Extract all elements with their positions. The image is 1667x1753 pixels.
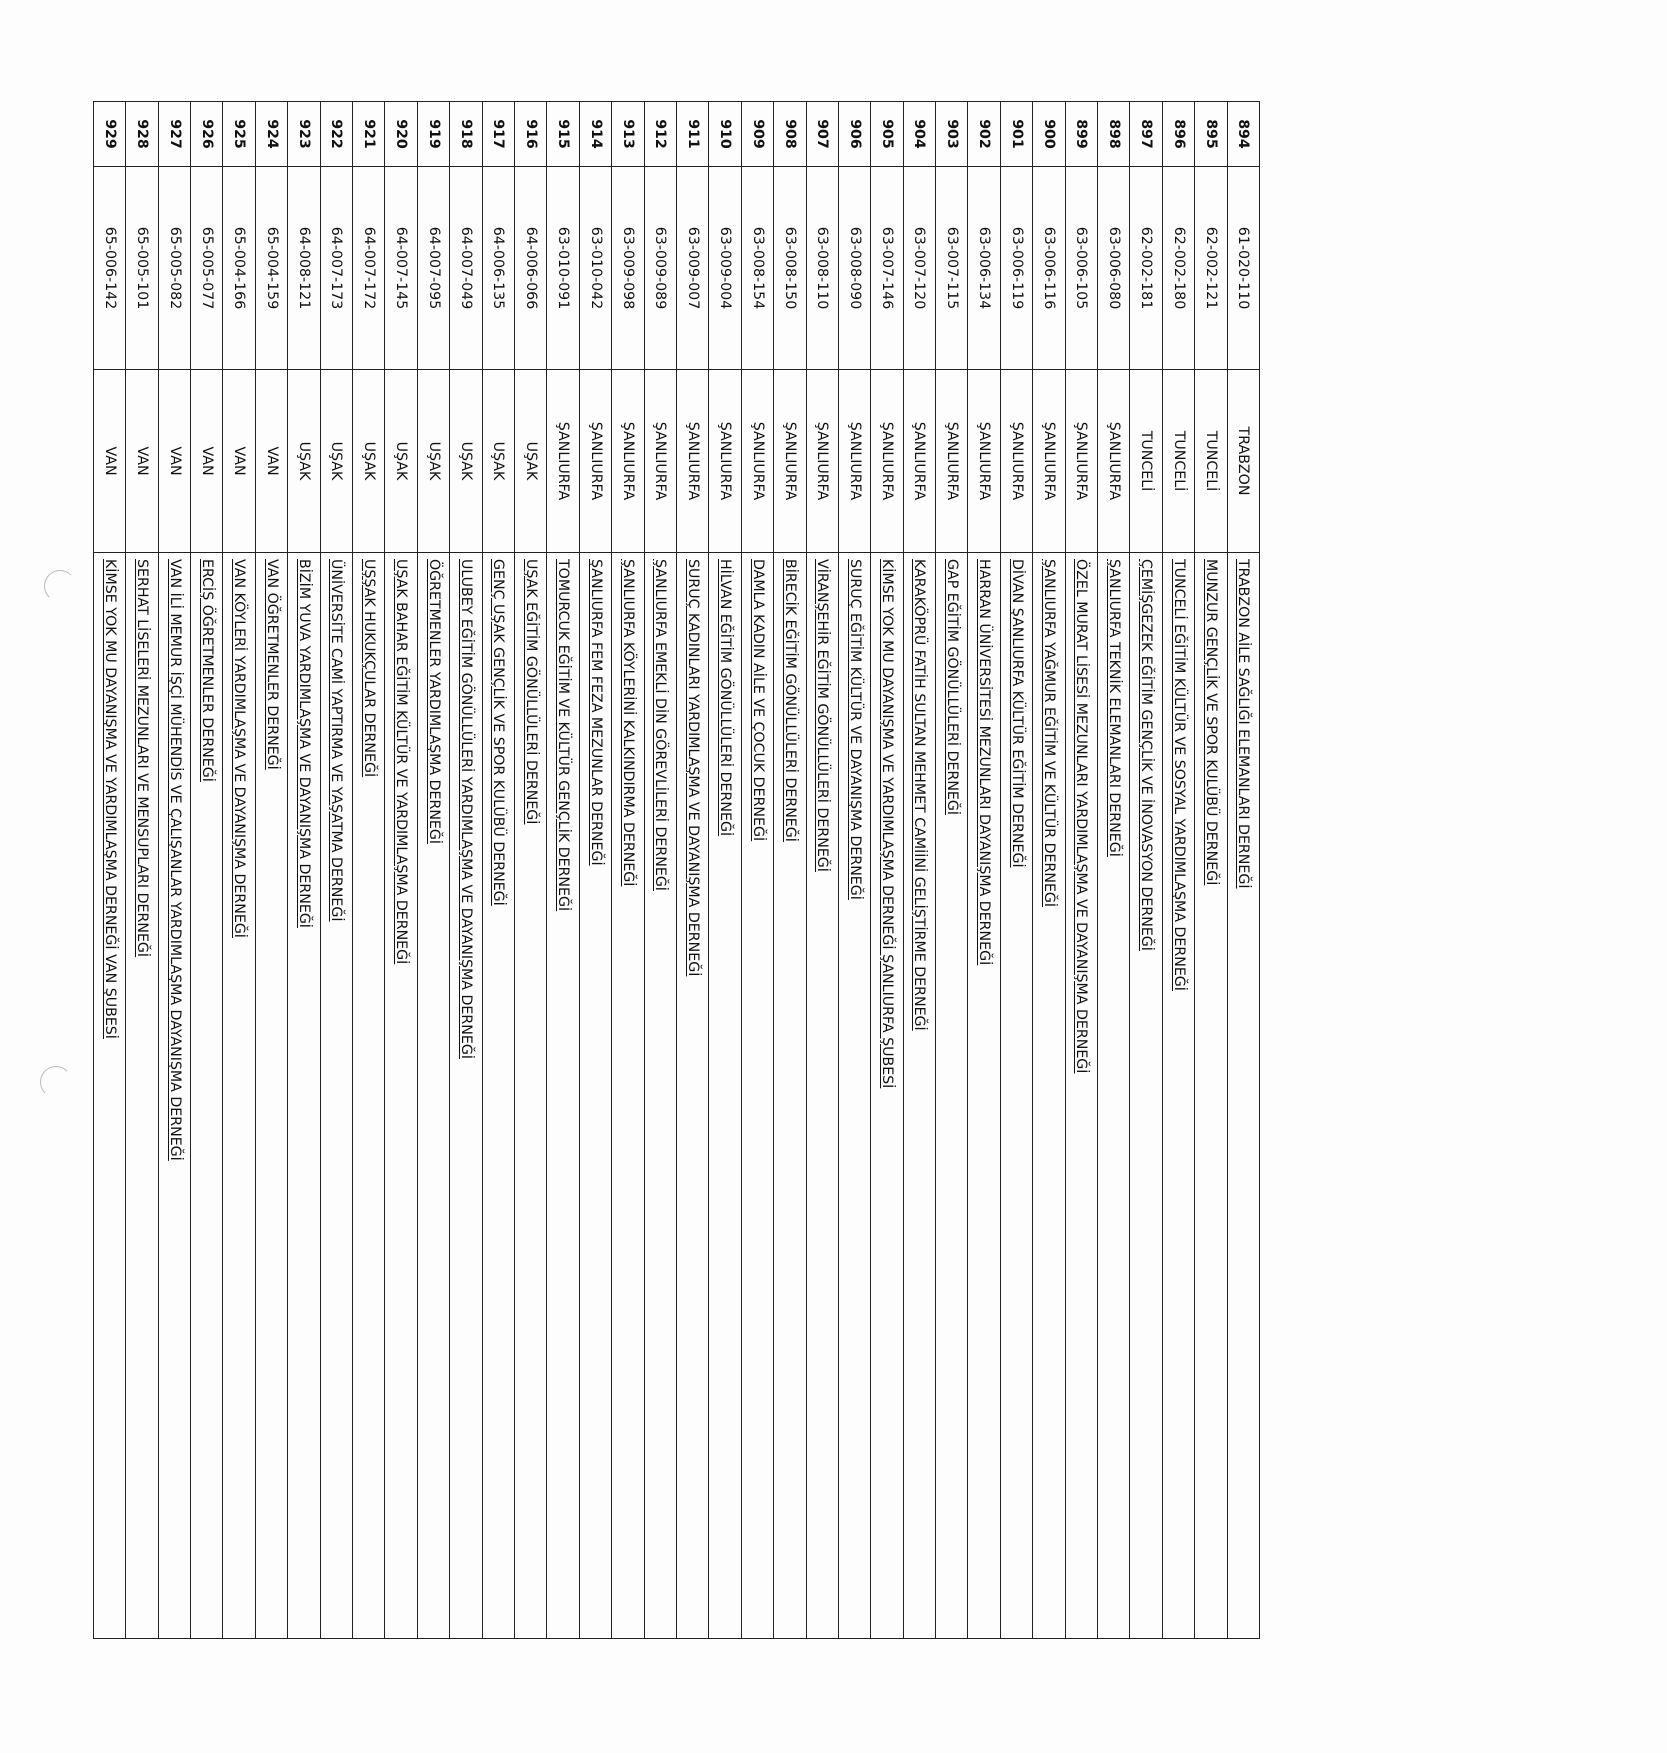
association-name: SERHAT LİSELERİ MEZUNLARI VE MENSUPLARI DERNEĞİ [126, 553, 158, 1639]
table-row [255, 102, 287, 1639]
association-name: UŞŞAK HUKUKÇULAR DERNEĞİ [353, 553, 385, 1639]
registry-code: 63-008-150 [774, 167, 806, 370]
row-number: 908 [774, 102, 806, 167]
row-number: 894 [1227, 102, 1259, 167]
table-row [417, 102, 449, 1639]
binder-hole-mark [40, 1066, 72, 1098]
table-row [936, 102, 968, 1639]
registry-code: 64-006-135 [482, 167, 514, 370]
table-row [1000, 102, 1032, 1639]
city-name: ŞANLIURFA [676, 370, 708, 553]
city-name: ŞANLIURFA [838, 370, 870, 553]
row-number: 917 [482, 102, 514, 167]
binder-hole-mark [44, 570, 76, 602]
row-number: 911 [676, 102, 708, 167]
registry-code: 63-008-110 [806, 167, 838, 370]
registry-code: 65-005-082 [158, 167, 190, 370]
row-number: 898 [1098, 102, 1130, 167]
registry-code: 64-007-049 [450, 167, 482, 370]
registry-code: 62-002-180 [1162, 167, 1194, 370]
row-number: 896 [1162, 102, 1194, 167]
association-name: UŞAK BAHAR EĞİTİM KÜLTÜR VE YARDIMLAŞMA DERNEĞİ [385, 553, 417, 1639]
table-row [1098, 102, 1130, 1639]
city-name: TRABZON [1227, 370, 1259, 553]
table-row [579, 102, 611, 1639]
city-name: TUNCELİ [1162, 370, 1194, 553]
table-row [126, 102, 158, 1639]
registry-code: 63-009-089 [644, 167, 676, 370]
association-name: HARRAN ÜNİVERSİTESİ MEZUNLARI DAYANIŞMA DERNEĞİ [968, 553, 1000, 1639]
association-name: MUNZUR GENÇLİK VE SPOR KULÜBÜ DERNEĞİ [1195, 553, 1227, 1639]
row-number: 929 [93, 102, 125, 167]
association-name: ULUBEY EĞİTİM GÖNÜLLÜLERİ YARDIMLAŞMA VE DAYANIŞMA DERNEĞİ [450, 553, 482, 1639]
registry-code: 64-007-145 [385, 167, 417, 370]
row-number: 895 [1195, 102, 1227, 167]
table-row [515, 102, 547, 1639]
city-name: TUNCELİ [1130, 370, 1162, 553]
city-name: UŞAK [320, 370, 352, 553]
association-name: VAN İLİ MEMUR İŞÇİ MÜHENDİS VE ÇALIŞANLAR YARDIMLAŞMA DAYANIŞMA DERNEĞİ [158, 553, 190, 1639]
table-row [871, 102, 903, 1639]
registry-code: 61-020-110 [1227, 167, 1259, 370]
rotated-table-container [101, 101, 1667, 1232]
registry-code: 63-006-119 [1000, 167, 1032, 370]
table-row [968, 102, 1000, 1639]
table-row [612, 102, 644, 1639]
association-name: ŞANLIURFA YAĞMUR EĞİTİM VE KÜLTÜR DERNEĞİ [1033, 553, 1065, 1639]
city-name: VAN [191, 370, 223, 553]
association-name: ÖĞRETMENLER YARDIMLAŞMA DERNEĞİ [417, 553, 449, 1639]
association-name: DİVAN ŞANLIURFA KÜLTÜR EĞİTİM DERNEĞİ [1000, 553, 1032, 1639]
row-number: 914 [579, 102, 611, 167]
row-number: 925 [223, 102, 255, 167]
row-number: 918 [450, 102, 482, 167]
association-name: KİMSE YOK MU DAYANIŞMA VE YARDIMLAŞMA DERNEĞİ VAN ŞUBESİ [93, 553, 125, 1639]
association-name: VİRANŞEHİR EĞİTİM GÖNÜLLÜLERİ DERNEĞİ [806, 553, 838, 1639]
association-name: ŞANLIURFA EMEKLİ DİN GÖREVLİLERİ DERNEĞİ [644, 553, 676, 1639]
registry-code: 63-010-091 [547, 167, 579, 370]
registry-code: 63-008-090 [838, 167, 870, 370]
row-number: 921 [353, 102, 385, 167]
row-number: 915 [547, 102, 579, 167]
city-name: ŞANLIURFA [709, 370, 741, 553]
table-row [741, 102, 773, 1639]
registry-code: 65-005-077 [191, 167, 223, 370]
city-name: UŞAK [450, 370, 482, 553]
table-row [547, 102, 579, 1639]
row-number: 913 [612, 102, 644, 167]
row-number: 928 [126, 102, 158, 167]
table-row [644, 102, 676, 1639]
registry-code: 64-007-172 [353, 167, 385, 370]
association-name: KİMSE YOK MU DAYANIŞMA VE YARDIMLAŞMA DERNEĞİ ŞANLIURFA ŞUBESİ [871, 553, 903, 1639]
association-name: ÖZEL MURAT LİSESİ MEZUNLARI YARDIMLAŞMA VE DAYANIŞMA DERNEĞİ [1065, 553, 1097, 1639]
table-body [93, 102, 1259, 1639]
association-name: SURUÇ EĞİTİM KÜLTÜR VE DAYANIŞMA DERNEĞİ [838, 553, 870, 1639]
city-name: ŞANLIURFA [1098, 370, 1130, 553]
row-number: 926 [191, 102, 223, 167]
row-number: 912 [644, 102, 676, 167]
association-name: KARAKÖPRÜ FATİH SULTAN MEHMET CAMİİNİ GELİŞTİRME DERNEĞİ [903, 553, 935, 1639]
registry-code: 65-004-159 [255, 167, 287, 370]
registry-code: 63-006-116 [1033, 167, 1065, 370]
city-name: VAN [93, 370, 125, 553]
association-name: ERCİŞ ÖĞRETMENLER DERNEĞİ [191, 553, 223, 1639]
registry-code: 63-006-134 [968, 167, 1000, 370]
table-row [223, 102, 255, 1639]
association-name: ŞANLIURFA TEKNİK ELEMANLARI DERNEĞİ [1098, 553, 1130, 1639]
registry-code: 63-007-115 [936, 167, 968, 370]
registry-code: 63-006-080 [1098, 167, 1130, 370]
registry-code: 64-007-095 [417, 167, 449, 370]
registry-code: 63-006-105 [1065, 167, 1097, 370]
registry-code: 63-009-004 [709, 167, 741, 370]
row-number: 916 [515, 102, 547, 167]
table-row [1130, 102, 1162, 1639]
row-number: 900 [1033, 102, 1065, 167]
registry-code: 63-007-146 [871, 167, 903, 370]
city-name: UŞAK [515, 370, 547, 553]
city-name: ŞANLIURFA [968, 370, 1000, 553]
city-name: ŞANLIURFA [1065, 370, 1097, 553]
city-name: ŞANLIURFA [1033, 370, 1065, 553]
table-row [353, 102, 385, 1639]
row-number: 920 [385, 102, 417, 167]
city-name: ŞANLIURFA [644, 370, 676, 553]
table-row [903, 102, 935, 1639]
city-name: ŞANLIURFA [612, 370, 644, 553]
table-row [709, 102, 741, 1639]
table-row [482, 102, 514, 1639]
table-row [1065, 102, 1097, 1639]
registry-code: 63-009-007 [676, 167, 708, 370]
table-row [1162, 102, 1194, 1639]
row-number: 899 [1065, 102, 1097, 167]
association-name: TUNCELİ EĞİTİM KÜLTÜR VE SOSYAL YARDIMLAŞMA DERNEĞİ [1162, 553, 1194, 1639]
association-name: HİLVAN EĞİTİM GÖNÜLLÜLERİ DERNEĞİ [709, 553, 741, 1639]
row-number: 927 [158, 102, 190, 167]
association-name: ÜNİVERSİTE CAMİ YAPTIRMA VE YAŞATMA DERNEĞİ [320, 553, 352, 1639]
city-name: ŞANLIURFA [1000, 370, 1032, 553]
registry-code: 65-004-166 [223, 167, 255, 370]
city-name: TUNCELİ [1195, 370, 1227, 553]
city-name: VAN [126, 370, 158, 553]
association-name: SURUÇ KADINLARI YARDIMLAŞMA VE DAYANIŞMA DERNEĞİ [676, 553, 708, 1639]
association-name: GAP EĞİTİM GÖNÜLLÜLERİ DERNEĞİ [936, 553, 968, 1639]
association-name: ÇEMİŞGEZEK EĞİTİM GENÇLİK VE İNOVASYON DERNEĞİ [1130, 553, 1162, 1639]
registry-code: 65-005-101 [126, 167, 158, 370]
registry-code: 62-002-181 [1130, 167, 1162, 370]
table-row [385, 102, 417, 1639]
city-name: UŞAK [417, 370, 449, 553]
association-name: TRABZON AİLE SAĞLIĞI ELEMANLARI DERNEĞİ [1227, 553, 1259, 1639]
table-row [1033, 102, 1065, 1639]
association-name: VAN ÖĞRETMENLER DERNEĞİ [255, 553, 287, 1639]
city-name: ŞANLIURFA [579, 370, 611, 553]
row-number: 909 [741, 102, 773, 167]
row-number: 924 [255, 102, 287, 167]
association-name: GENÇ UŞAK GENÇLİK VE SPOR KULÜBÜ DERNEĞİ [482, 553, 514, 1639]
association-name: TOMURCUK EĞİTİM VE KÜLTÜR GENÇLİK DERNEĞİ [547, 553, 579, 1639]
registry-code: 62-002-121 [1195, 167, 1227, 370]
registry-code: 64-006-066 [515, 167, 547, 370]
row-number: 903 [936, 102, 968, 167]
association-name: VAN KÖYLERİ YARDIMLAŞMA VE DAYANIŞMA DERNEĞİ [223, 553, 255, 1639]
registry-code: 63-010-042 [579, 167, 611, 370]
city-name: ŞANLIURFA [774, 370, 806, 553]
row-number: 905 [871, 102, 903, 167]
city-name: UŞAK [482, 370, 514, 553]
association-name: DAMLA KADIN AİLE VE ÇOCUK DERNEĞİ [741, 553, 773, 1639]
association-name: ŞANLIURFA KÖYLERİNİ KALKINDIRMA DERNEĞİ [612, 553, 644, 1639]
table-row [806, 102, 838, 1639]
table-row [838, 102, 870, 1639]
city-name: ŞANLIURFA [871, 370, 903, 553]
table-row [93, 102, 125, 1639]
row-number: 922 [320, 102, 352, 167]
table-row [774, 102, 806, 1639]
row-number: 901 [1000, 102, 1032, 167]
registry-code: 63-007-120 [903, 167, 935, 370]
association-name: ŞANLIURFA FEM FEZA MEZUNLAR DERNEĞİ [579, 553, 611, 1639]
association-name: BİRECİK EĞİTİM GÖNÜLLÜLERİ DERNEĞİ [774, 553, 806, 1639]
city-name: ŞANLIURFA [547, 370, 579, 553]
city-name: ŞANLIURFA [936, 370, 968, 553]
association-name: BİZİM YUVA YARDIMLAŞMA VE DAYANIŞMA DERNEĞİ [288, 553, 320, 1639]
row-number: 907 [806, 102, 838, 167]
registry-code: 63-008-154 [741, 167, 773, 370]
registry-code: 65-006-142 [93, 167, 125, 370]
table-row [288, 102, 320, 1639]
table-row [158, 102, 190, 1639]
city-name: VAN [158, 370, 190, 553]
registry-code: 63-009-098 [612, 167, 644, 370]
city-name: VAN [223, 370, 255, 553]
city-name: UŞAK [353, 370, 385, 553]
association-name: UŞAK EĞİTİM GÖNÜLLÜLERİ DERNEĞİ [515, 553, 547, 1639]
row-number: 906 [838, 102, 870, 167]
registry-code: 64-007-173 [320, 167, 352, 370]
table-row [320, 102, 352, 1639]
city-name: UŞAK [385, 370, 417, 553]
table-row [191, 102, 223, 1639]
row-number: 923 [288, 102, 320, 167]
row-number: 919 [417, 102, 449, 167]
association-list-table [93, 101, 1260, 1639]
table-row [450, 102, 482, 1639]
table-row [1195, 102, 1227, 1639]
row-number: 910 [709, 102, 741, 167]
row-number: 904 [903, 102, 935, 167]
city-name: ŞANLIURFA [806, 370, 838, 553]
registry-code: 64-008-121 [288, 167, 320, 370]
city-name: VAN [255, 370, 287, 553]
table-row [1227, 102, 1259, 1639]
city-name: ŞANLIURFA [903, 370, 935, 553]
city-name: ŞANLIURFA [741, 370, 773, 553]
row-number: 897 [1130, 102, 1162, 167]
row-number: 902 [968, 102, 1000, 167]
table-row [676, 102, 708, 1639]
city-name: UŞAK [288, 370, 320, 553]
